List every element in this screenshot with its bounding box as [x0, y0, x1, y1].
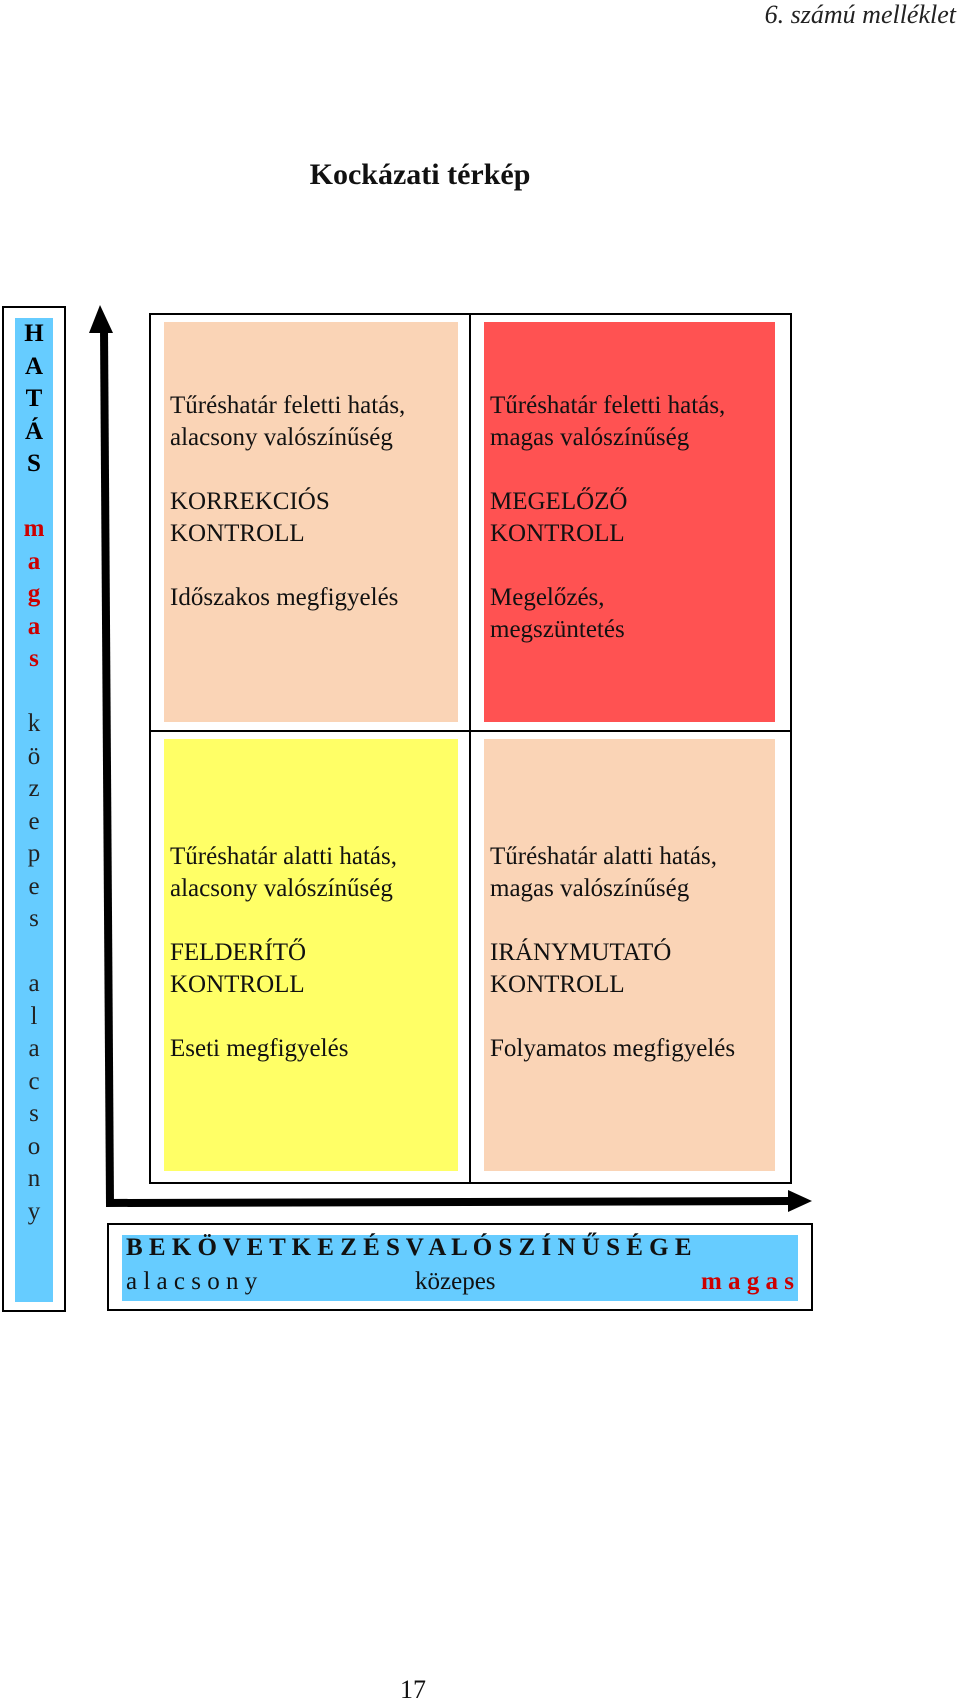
quadrant-action: Folyamatos megfigyelés	[490, 1035, 736, 1062]
quadrant-description: alacsony valószínűség	[170, 424, 393, 451]
impact-axis-letter: o	[27, 1132, 41, 1160]
impact-axis-letter: e	[28, 872, 40, 900]
quadrant-description: alacsony valószínűség	[170, 875, 393, 902]
matrix-divider-vertical	[469, 313, 471, 1184]
quadrant-description: Tűréshatár feletti hatás,	[490, 392, 726, 419]
quadrant-description: Tűréshatár alatti hatás,	[490, 843, 717, 870]
quadrant-control: KONTROLL	[170, 971, 305, 998]
horizontal-axis-arrowhead	[788, 1190, 812, 1212]
quadrant-description: Tűréshatár alatti hatás,	[170, 843, 397, 870]
impact-axis-letter: a	[27, 612, 41, 640]
quadrant-action: Időszakos megfigyelés	[170, 584, 399, 611]
impact-axis-letter: y	[27, 1197, 41, 1225]
quadrant-control: KONTROLL	[170, 520, 305, 547]
impact-axis-letter: s	[29, 905, 39, 932]
probability-level-medium: közepes	[415, 1268, 496, 1295]
quadrant-action: Eseti megfigyelés	[170, 1035, 349, 1062]
quadrant-control: FELDERÍTŐ	[170, 939, 307, 966]
quadrant-control: KONTROLL	[490, 971, 625, 998]
matrix-divider-horizontal	[149, 730, 792, 732]
impact-axis-letter: ö	[27, 742, 41, 770]
quadrant-control: KORREKCIÓS	[170, 488, 330, 515]
quadrant-action: Megelőzés,	[490, 584, 605, 611]
vertical-axis-line	[104, 330, 110, 1205]
quadrant-low-impact-high-probability	[484, 739, 775, 1171]
impact-axis-letter: m	[23, 515, 45, 542]
quadrant-control: IRÁNYMUTATÓ	[490, 939, 672, 966]
impact-axis-letter: Á	[24, 417, 44, 445]
impact-axis-letter: S	[27, 450, 41, 477]
impact-axis-letter: a	[28, 1035, 40, 1062]
impact-axis-letter: A	[24, 352, 44, 380]
quadrant-action: megszüntetés	[490, 616, 625, 643]
impact-axis-letter: z	[28, 775, 40, 802]
probability-level-high: m a g a s	[700, 1268, 794, 1295]
impact-axis-letter: p	[27, 840, 41, 867]
quadrant-high-impact-high-probability	[484, 322, 775, 722]
impact-axis-letter: a	[28, 970, 40, 997]
impact-axis-letter: c	[28, 1067, 40, 1095]
probability-axis-levels	[126, 1268, 794, 1298]
probability-level-low: a l a c s o n y	[126, 1268, 258, 1295]
impact-axis-letter: g	[27, 580, 41, 607]
quadrant-low-impact-low-probability	[164, 739, 458, 1171]
impact-axis-letter: s	[29, 645, 39, 672]
impact-axis-letter: k	[27, 710, 41, 737]
impact-axis-letter: H	[24, 320, 44, 347]
annex-label: 6. számú melléklet	[764, 0, 956, 29]
quadrant-control: MEGELŐZŐ	[490, 488, 628, 515]
vertical-axis-arrowhead	[89, 305, 113, 333]
horizontal-axis-line	[106, 1201, 790, 1203]
impact-axis-letter: l	[30, 1002, 38, 1030]
quadrant-description: Tűréshatár feletti hatás,	[170, 392, 406, 419]
impact-axis-letter: e	[28, 807, 40, 835]
page-title: Kockázati térkép	[309, 158, 531, 191]
quadrant-description: magas valószínűség	[490, 424, 690, 451]
impact-axis-letter: T	[25, 385, 43, 412]
page-number: 17	[400, 1675, 426, 1704]
impact-axis-letter: a	[27, 547, 41, 575]
quadrant-control: KONTROLL	[490, 520, 625, 547]
impact-axis-letter: s	[29, 1100, 39, 1127]
quadrant-high-impact-low-probability	[164, 322, 458, 722]
impact-axis-letter: n	[27, 1165, 41, 1192]
quadrant-description: magas valószínűség	[490, 875, 690, 902]
probability-axis-title: B E K Ö V E T K E Z É S V A L Ó S Z Í N Ű S É G E	[126, 1234, 692, 1261]
